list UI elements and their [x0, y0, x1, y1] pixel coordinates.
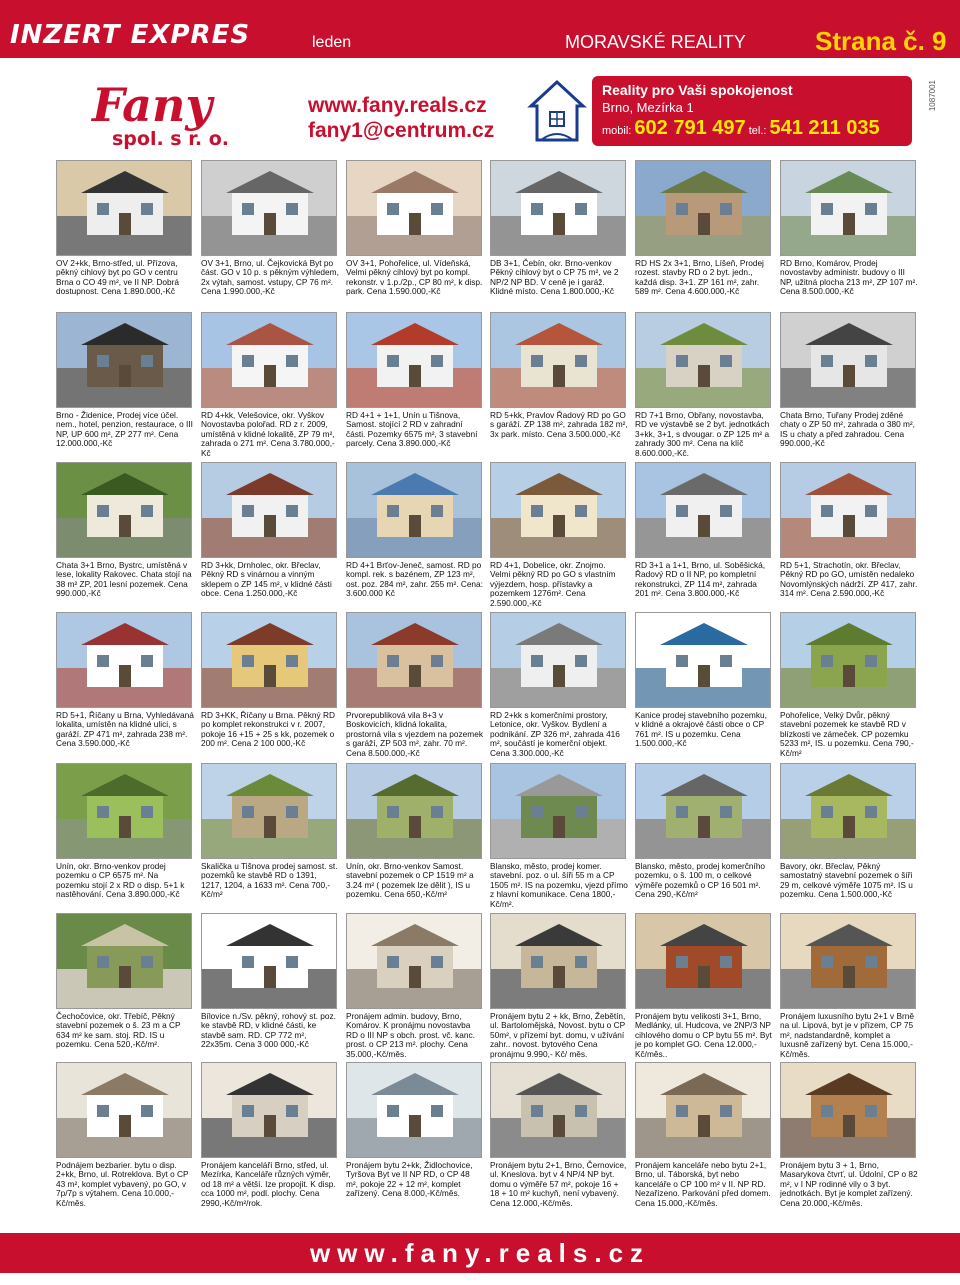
- listing-text: DB 3+1, Čebín, okr. Brno-venkov Pěkný cihlový byt o CP 75 m², ve 2 NP/2 NP BD. V ceně je i garáž. Klidné místo. Cena 1.800.000,-Kč: [490, 258, 619, 297]
- photo-placeholder-icon: [636, 463, 771, 558]
- property-photo: [490, 160, 626, 256]
- listing-card[interactable]: [56, 612, 192, 754]
- listing-card[interactable]: [635, 913, 772, 1059]
- property-photo: [635, 763, 771, 859]
- listing-text: Pronájem bytu 3 + 1, Brno, Masarykova čtvrť, ul. Údolní, CP o 82 m², v I NP rodinné vily o 3 byt. jednotkách. Byt je komplet zařízený. Cena 20.000,-Kč/měs.: [780, 1160, 918, 1208]
- listing-card[interactable]: [780, 913, 916, 1059]
- listing-text: Chata 3+1 Brno, Bystrc, umístěná v lese, lokality Rakovec. Chata stojí na 38 m² ZP, 201 lesní pozemek. Cena 990.000,-Kč: [56, 560, 192, 599]
- listing-text: Pronájem admin. budovy, Brno, Komárov. K pronájmu novostavba RD o III NP s obch. prost. vč. kanc. prost. o CP 213 m². plochy. Cena 35.000,-Kč/měs.: [346, 1011, 475, 1059]
- listing-text: RD 3+KK, Říčany u Brna. Pěkný RD po komplet rekonstrukci v r. 2007, pokoje 16 +15 + 25 s kk, pozemek o 200 m². Cena 2 100 000,-Kč: [201, 710, 335, 749]
- property-photo: [490, 1062, 626, 1158]
- photo-placeholder-icon: [347, 1063, 482, 1158]
- logo-sub: spol. s r. o.: [112, 128, 229, 150]
- property-photo: [56, 312, 192, 408]
- photo-placeholder-icon: [202, 1063, 337, 1158]
- property-photo: [346, 312, 482, 408]
- listing-card[interactable]: [490, 612, 626, 758]
- property-photo: [635, 160, 771, 256]
- listing-card[interactable]: [56, 913, 192, 1055]
- listing-text: OV 3+1, Pohořelice, ul. Vídeňská, Velmi pěkný cihlový byt po kompl. rekonstr. v 1.p./2p., CP 80 m², k disp. park. Cena 1.590.000,-Kč: [346, 258, 483, 297]
- property-photo: [780, 160, 916, 256]
- listing-card[interactable]: [346, 1062, 482, 1204]
- mobil-label: mobil:: [602, 125, 632, 137]
- listing-card[interactable]: [780, 612, 916, 758]
- photo-placeholder-icon: [57, 463, 192, 558]
- listing-text: Bavory, okr. Břeclav, Pěkný samostatný stavební pozemek o šíři 29 m, celkové výměře 1075 m². IS u pozemku. Cena 1.500.000,-Kč: [780, 861, 913, 900]
- property-photo: [635, 462, 771, 558]
- photo-placeholder-icon: [491, 914, 626, 1009]
- property-photo: [635, 913, 771, 1009]
- listing-card[interactable]: [490, 1062, 627, 1208]
- photo-placeholder-icon: [781, 1063, 916, 1158]
- listing-card[interactable]: [490, 160, 626, 302]
- property-photo: [346, 763, 482, 859]
- listing-text: RD 3+1 a 1+1, Brno, ul. Soběšická, Řadový RD o II NP, po kompletní rekonstrukci, ZP 114 m², zahrada 201 m². Cena 3.800.000,-Kč: [635, 560, 766, 599]
- property-photo: [201, 160, 337, 256]
- listing-text: Pronájem bytu 2 + kk, Brno, Žebětín, ul. Bartolomějská, Novost. bytu o CP 50m², v přízemí byt. domu, v užívání zahr.. novost. bytového Cena pronájmu 9.990,- Kč/ měs.: [490, 1011, 626, 1059]
- photo-placeholder-icon: [636, 161, 771, 256]
- listing-card[interactable]: [201, 913, 337, 1055]
- photo-placeholder-icon: [202, 463, 337, 558]
- listing-card[interactable]: [346, 913, 482, 1059]
- web-contacts: [308, 93, 494, 143]
- photo-placeholder-icon: [781, 161, 916, 256]
- photo-placeholder-icon: [347, 161, 482, 256]
- photo-placeholder-icon: [57, 613, 192, 708]
- property-photo: [490, 913, 626, 1009]
- contact-box: [592, 76, 912, 146]
- listing-card[interactable]: [490, 312, 626, 454]
- listing-card[interactable]: [490, 462, 626, 608]
- photo-placeholder-icon: [781, 463, 916, 558]
- listing-text: RD 4+1, Dobelice, okr. Znojmo. Velmi pěkný RD po GO s vlastním výjezdem, hosp. přístavky a pozemkem 1276m². Cena 2.590.000,-Kč: [490, 560, 616, 608]
- property-photo: [490, 462, 626, 558]
- property-photo: [56, 1062, 192, 1158]
- listing-card[interactable]: [56, 1062, 192, 1208]
- house-icon: [527, 78, 587, 144]
- photo-placeholder-icon: [491, 161, 626, 256]
- listing-text: RD 4+1 + 1+1, Unín u Tišnova, Samost. stojící 2 RD v zahradní části. Pozemky 6575 m², 3 stavební parcely. Cena 3.890.000,-Kč: [346, 410, 478, 449]
- photo-placeholder-icon: [781, 914, 916, 1009]
- photo-placeholder-icon: [347, 914, 482, 1009]
- photo-placeholder-icon: [636, 613, 771, 708]
- listing-card[interactable]: [56, 763, 192, 905]
- top-banner: [0, 0, 960, 58]
- property-photo: [56, 462, 192, 558]
- listing-text: RD HS 2x 3+1, Brno, Líšeň, Prodej rozest. stavby RD o 2 byt. jedn., každá disp. 3+1. ZP 161 m², zahr. 589 m². Cena 4.600.000,-Kč: [635, 258, 764, 297]
- listing-card[interactable]: [780, 312, 916, 454]
- page-number: Strana č. 9: [815, 26, 947, 56]
- website-link[interactable]: www.fany.reals.cz: [308, 94, 487, 117]
- listing-card[interactable]: [201, 312, 337, 458]
- listing-text: Pronájem kanceláří Brno, střed, ul. Mezírka, Kanceláře různých výměr, od 18 m² a větší. Ize propojit. K disp. cca 1000 m², podl. plochy. Cena 2990,-Kč/m²/rok.: [201, 1160, 336, 1208]
- photo-placeholder-icon: [347, 463, 482, 558]
- photo-placeholder-icon: [781, 313, 916, 408]
- listing-card[interactable]: [635, 1062, 771, 1208]
- listing-text: RD 5+1, Říčany u Brna, Vyhledávaná lokalita, umístěn na klidné ulici, s garáží. ZP 471 m², zahrada 238 m². Cena 3.590.000,-Kč: [56, 710, 194, 749]
- property-photo: [490, 763, 626, 859]
- property-photo: [635, 1062, 771, 1158]
- listing-card[interactable]: [201, 612, 337, 754]
- photo-placeholder-icon: [491, 613, 626, 708]
- photo-placeholder-icon: [202, 613, 337, 708]
- property-photo: [346, 1062, 482, 1158]
- photo-placeholder-icon: [491, 1063, 626, 1158]
- listing-text: Kanice prodej stavebního pozemku, v klidné a okrajové části obce o CP 761 m². IS u pozemku. Cena 1.500.000,-Kč: [635, 710, 767, 749]
- listing-text: RD 2+kk s komerčními prostory, Letonice, okr. Vyškov. Bydlení a podnikání. ZP 326 m², zahrada 416 m², součástí je komerční objekt. Cena 3.300.000,-Kč: [490, 710, 620, 758]
- photo-placeholder-icon: [202, 764, 337, 859]
- listing-text: RD 4+1 Brťov-Jeneč, samost. RD po kompl. rek. s bazénem, ZP 123 m², ost. poz. 284 m², zahr. 255 m². Cena: 3.600.000 Kč: [346, 560, 483, 599]
- property-photo: [635, 612, 771, 708]
- listing-card[interactable]: [346, 160, 482, 302]
- listing-text: Unín, okr. Brno-venkov Samost. stavební pozemek o CP 1519 m² a 3.24 m² ( pozemek lze dělit ), IS u pozemku. Cena 650,-Kč/m²: [346, 861, 474, 900]
- photo-placeholder-icon: [491, 764, 626, 859]
- listing-card[interactable]: [635, 763, 771, 905]
- publication-brand: INZERT EXPRES: [10, 20, 251, 50]
- listing-card[interactable]: [346, 763, 482, 905]
- listing-text: Pronájem luxusního bytu 2+1 v Brně na ul. Lipová, byt je v přízem, CP 75 m², nadstandardně, komplet a luxusně zařízený byt. Cena 15.000,-Kč/měs.: [780, 1011, 914, 1059]
- property-photo: [346, 612, 482, 708]
- listing-text: OV 3+1, Brno, ul. Čejkovická Byt po část. GO v 10 p. s pěkným výhledem, 2x výtah, samost. vstupy, CP 76 m². Cena 1.990.000,-Kč: [201, 258, 339, 297]
- property-photo: [490, 312, 626, 408]
- photo-placeholder-icon: [636, 914, 771, 1009]
- photo-placeholder-icon: [347, 613, 482, 708]
- listing-card[interactable]: [56, 312, 192, 454]
- property-photo: [201, 312, 337, 408]
- listing-text: Podnájem bezbarier. bytu o disp. 2+kk, Brno, ul. Rotreklova. Byt o CP 43 m², komplet vybavený, po GO, v 7p/7p s výtahem. Cena 10.000,-Kč/měs.: [56, 1160, 189, 1208]
- listing-card[interactable]: [201, 462, 337, 604]
- property-photo: [56, 160, 192, 256]
- listing-text: Pronájem kanceláře nebo bytu 2+1, Brno, ul. Táborská, byt nebo kanceláře o CP 100 m² v II. NP RD. Nezařízeno. Parkování před domem. Cena 15.000,-Kč/měs.: [635, 1160, 771, 1208]
- property-photo: [780, 763, 916, 859]
- property-photo: [346, 160, 482, 256]
- listing-text: Pohořelice, Velký Dvůr, pěkný stavební pozemek ke stavbě RD v blízkosti ve zámeček. CP pozemku 5233 m², IS. u pozemku. Cena 790,-Kč/m²: [780, 710, 914, 758]
- photo-placeholder-icon: [347, 313, 482, 408]
- photo-placeholder-icon: [347, 764, 482, 859]
- listing-text: Chata Brno, Tuřany Prodej zděné chaty o ZP 50 m², zahrada o 380 m², IS u chaty a před zahradou. Cena 990.000,-Kč: [780, 410, 915, 449]
- photo-placeholder-icon: [491, 313, 626, 408]
- tel-number[interactable]: 541 211 035: [769, 117, 880, 139]
- listing-text: Skalička u Tišnova prodej samost. st. pozemků ke stavbě RD o 1391, 1217, 1204, a 1633 m². Cena 700,-Kč/m²: [201, 861, 338, 900]
- property-photo: [780, 462, 916, 558]
- email-link[interactable]: fany1@centrum.cz: [308, 119, 495, 142]
- property-photo: [490, 612, 626, 708]
- photo-placeholder-icon: [202, 161, 337, 256]
- listing-card[interactable]: [346, 612, 483, 758]
- footer-url[interactable]: www.fany.reals.cz: [0, 1233, 960, 1273]
- mobil-number[interactable]: 602 791 497: [634, 117, 746, 139]
- listing-text: RD Brno, Komárov, Prodej novostavby administr. budovy o III NP, užitná plocha 213 m², ZP 107 m². Cena 8.500.000,-Kč: [780, 258, 918, 297]
- photo-placeholder-icon: [57, 914, 192, 1009]
- listing-text: RD 7+1 Brno, Obřany, novostavba, RD ve výstavbě se 2 byt. jednotkách 3+kk, 3+1, s dvougar. o ZP 125 m² a zahrady 300 m². Cena na klíč 8.600.000,-Kč.: [635, 410, 770, 458]
- office-address: Brno, Mezírka 1: [602, 100, 694, 115]
- listing-text: RD 3+kk, Drnholec, okr. Břeclav, Pěkný RD s vinárnou a vinným sklepem o ZP 145 m², v klidné části obce. Cena 1.250.000,-Kč: [201, 560, 332, 599]
- property-photo: [201, 1062, 337, 1158]
- listing-card[interactable]: [780, 1062, 918, 1208]
- listing-card[interactable]: [780, 763, 916, 905]
- listing-text: Bílovice n./Sv. pěkný, rohový st. poz. ke stavbě RD, v klidné části, ke stavbě sam. RD. CP 772 m², 22x35m. Cena 3 000 000,-Kč: [201, 1011, 336, 1050]
- listing-card[interactable]: [635, 312, 771, 458]
- property-photo: [201, 612, 337, 708]
- listing-text: Blansko, město, prodej komer. stavební. poz. o ul. šíři 55 m a CP 1505 m². IS na pozemku, vjezd přímo z hlavní komunikace. Cena 1800,-Kč/m².: [490, 861, 628, 909]
- photo-placeholder-icon: [202, 914, 337, 1009]
- listing-text: Pronájem bytu 2+1, Brno, Černovice, ul. Kneslova. byt v 4 NP/4 NP byt. domu o výměře 57 m², pokoje 16 + 18 + 10 m² kuchyň, není vybavený. Cena 12.000,-Kč/měs.: [490, 1160, 627, 1208]
- photo-placeholder-icon: [491, 463, 626, 558]
- property-photo: [346, 462, 482, 558]
- fany-logo: [92, 78, 267, 152]
- listing-text: Čechočovice, okr. Třebíč, Pěkný stavební pozemek o š. 23 m a CP 634 m² ke sam. stoj. RD. IS u pozemku. Cena 520,-Kč/m².: [56, 1011, 181, 1050]
- listing-card[interactable]: [201, 160, 337, 302]
- photo-placeholder-icon: [636, 764, 771, 859]
- listing-text: Brno - Židenice, Prodej více účel. nem., hotel, penzion, restaurace, o III NP, UP 600 m², ZP 277 m². Cena 12.000.000,-Kč: [56, 410, 193, 449]
- property-photo: [780, 312, 916, 408]
- photo-placeholder-icon: [781, 764, 916, 859]
- listing-card[interactable]: [490, 913, 626, 1059]
- property-photo: [56, 612, 192, 708]
- listing-text: Unín, okr. Brno-venkov prodej pozemku o CP 6575 m². Na pozemku stojí 2 x RD o disp. 5+1 k nastěhování. Cena 3.890.000,-Kč: [56, 861, 185, 900]
- photo-placeholder-icon: [57, 764, 192, 859]
- tagline: Reality pro Vaši spokojenost: [602, 82, 793, 98]
- property-photo: [635, 312, 771, 408]
- listing-card[interactable]: [490, 763, 628, 909]
- photo-placeholder-icon: [57, 161, 192, 256]
- listing-card[interactable]: [56, 160, 192, 302]
- listing-text: RD 5+kk, Pravlov Řadový RD po GO s garáží. ZP 138 m², zahrada 182 m², 3x park. místo. Cena 3.500.000,-Kč: [490, 410, 628, 439]
- listing-text: Prvorepubliková vila 8+3 v Boskovicích, klidná lokalita, prostorná vila s vjezdem na pozemek s garáží, ZP 503 m², zahr. 70 m². Cena 8.500.000,-Kč: [346, 710, 483, 758]
- listing-card[interactable]: [635, 160, 771, 302]
- photo-placeholder-icon: [202, 313, 337, 408]
- photo-placeholder-icon: [781, 613, 916, 708]
- listing-card[interactable]: [346, 312, 482, 454]
- phone-line: [602, 117, 902, 140]
- property-photo: [780, 913, 916, 1009]
- photo-placeholder-icon: [636, 1063, 771, 1158]
- listing-card[interactable]: [201, 763, 337, 905]
- listing-text: Pronájem bytu 2+kk, Židlochovice, Tyršova Byt ve II NP RD, o CP 48 m², pokoje 22 + 12 m², komplet zařízený. Cena 8.000,-Kč/měs.: [346, 1160, 473, 1199]
- property-photo: [201, 913, 337, 1009]
- listing-card[interactable]: [346, 462, 482, 604]
- property-photo: [56, 763, 192, 859]
- ad-code: 1087001: [928, 80, 937, 112]
- property-photo: [346, 913, 482, 1009]
- listing-text: Blansko, město, prodej komerčního pozemku, o š. 100 m, o celkové výměře pozemků o CP 16 501 m². Cena 290,-Kč/m²: [635, 861, 766, 900]
- photo-placeholder-icon: [57, 1063, 192, 1158]
- listing-card[interactable]: [56, 462, 192, 604]
- issue-month: leden: [312, 34, 352, 51]
- property-photo: [56, 913, 192, 1009]
- listing-text: RD 5+1, Strachotín, okr. Břeclav, Pěkný RD po GO, umístěn nedaleko Novomlýnských nádrží. ZP 417, zahr. 314 m². Cena 2.590.000,-Kč: [780, 560, 918, 599]
- photo-placeholder-icon: [57, 313, 192, 408]
- listing-text: OV 2+kk, Brno-střed, ul. Přízova, pěkný cihlový byt po GO v centru Brna o CO 49 m², ve II NP. Dobrá dostupnost. Cena 1.890.000,-Kč: [56, 258, 179, 297]
- tel-label: tel.:: [748, 125, 767, 137]
- listing-card[interactable]: [201, 1062, 337, 1208]
- property-photo: [201, 462, 337, 558]
- section-title: MORAVSKÉ REALITY: [565, 32, 746, 52]
- listing-text: Pronájem bytu velikosti 3+1, Brno, Medlánky, ul. Hudcova, ve 2NP/3 NP cihlového domu o CP bytu 55 m². Byt je po komplet GO. Cena 12.000,-Kč/měs..: [635, 1011, 772, 1059]
- listing-text: RD 4+kk, Velešovice, okr. Vyškov Novostavba polořad. RD z r. 2009, umístěná v klidné lokalitě, ZP 79 m², zahrada o 271 m². Cena 3.780.000,-Kč: [201, 410, 335, 458]
- logo-name: Fany: [92, 78, 213, 132]
- listing-card[interactable]: [635, 612, 771, 754]
- listing-card[interactable]: [780, 160, 916, 302]
- photo-placeholder-icon: [636, 313, 771, 408]
- property-photo: [780, 1062, 916, 1158]
- listing-card[interactable]: [780, 462, 916, 604]
- listing-card[interactable]: [635, 462, 771, 604]
- property-photo: [201, 763, 337, 859]
- property-photo: [780, 612, 916, 708]
